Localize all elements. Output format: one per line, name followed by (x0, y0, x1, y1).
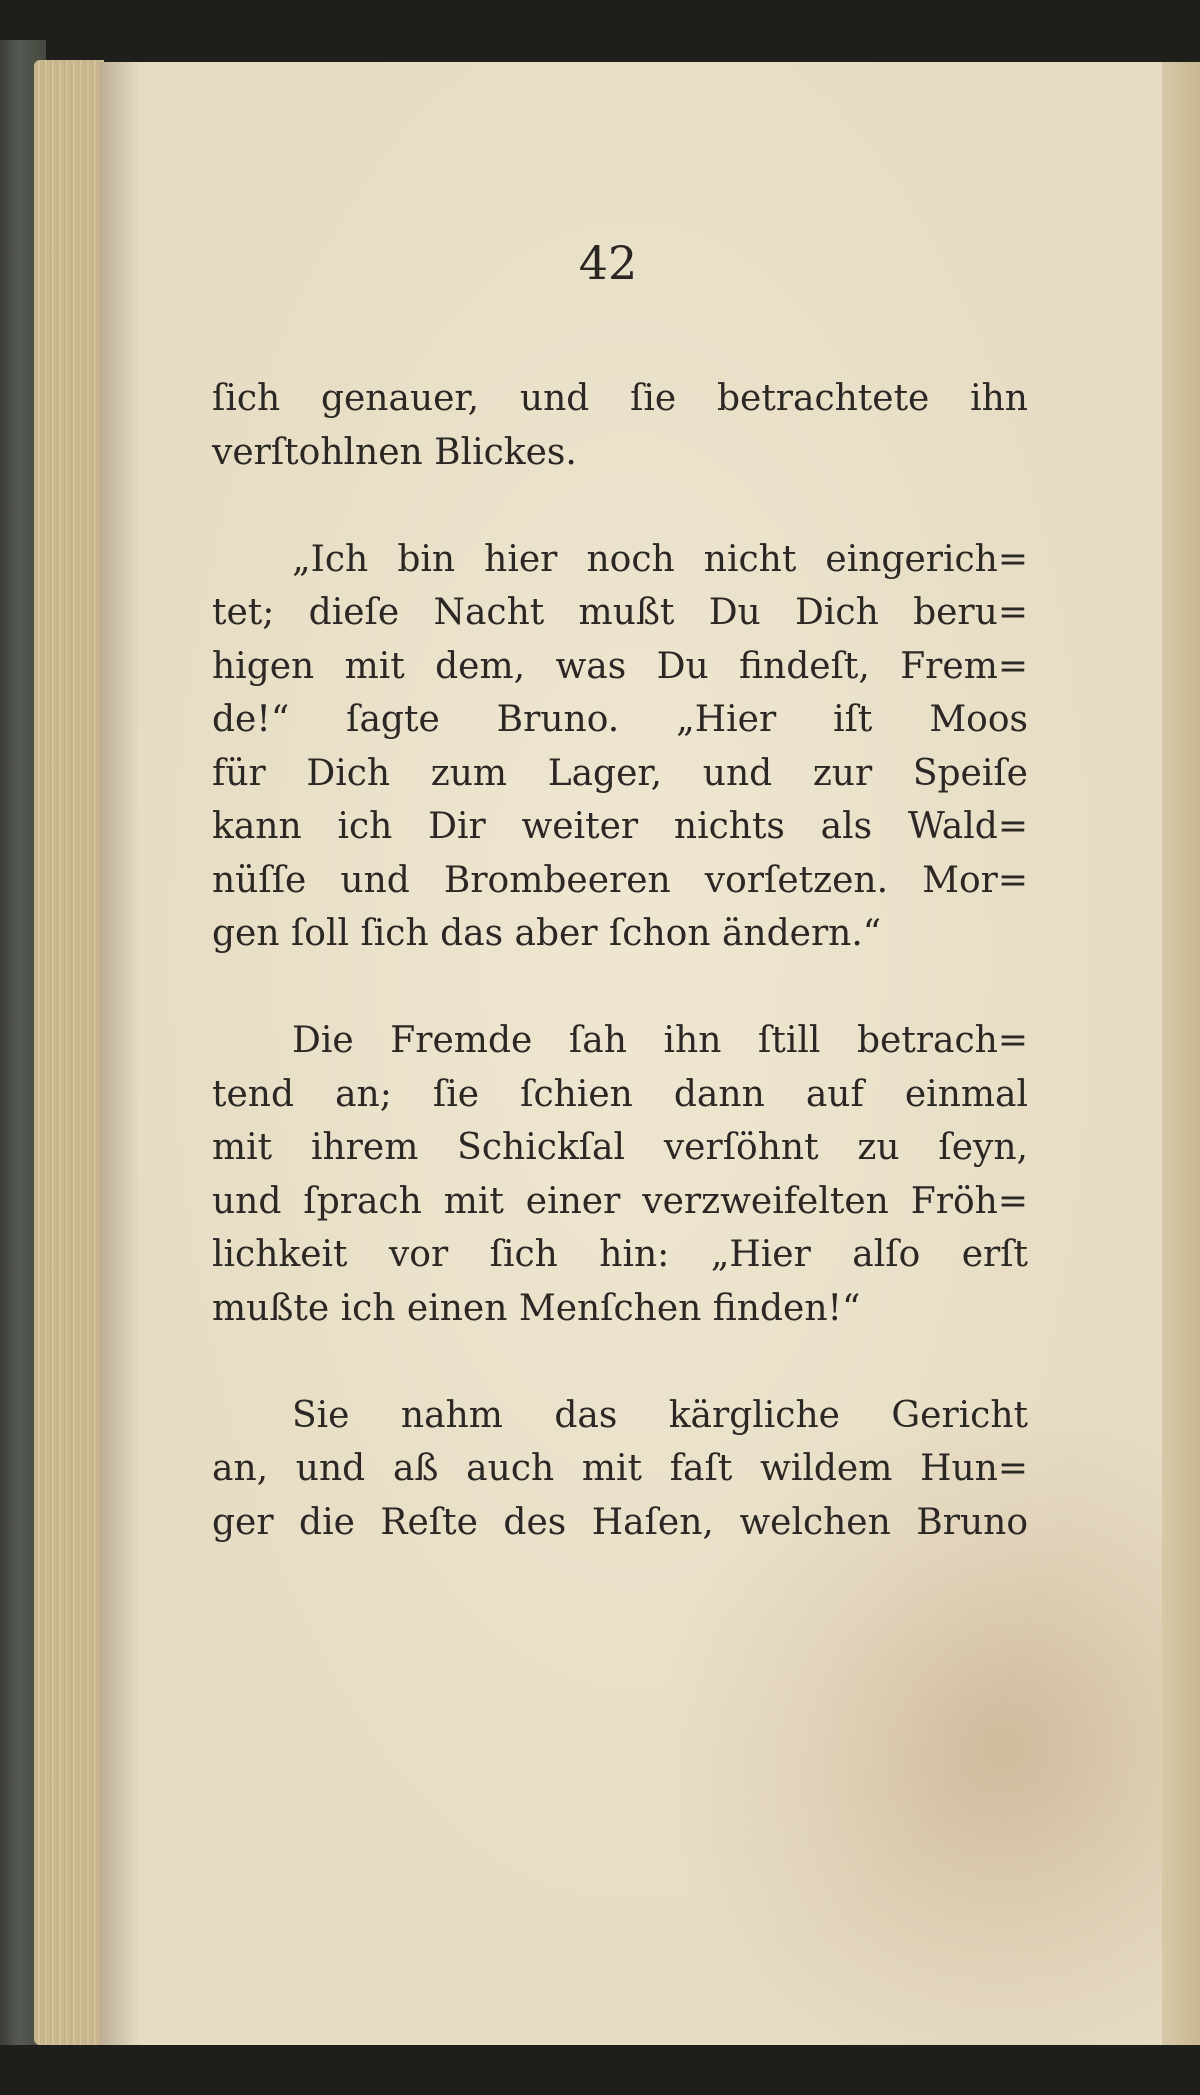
text-line: Die Fremde ſah ihn ſtill betrach= (292, 1020, 1028, 1061)
text-line: an, und aß auch mit faſt wildem Hun= (212, 1448, 1028, 1489)
text-line: kann ich Dir weiter nichts als Wald= (212, 806, 1028, 847)
text-line: „Ich bin hier noch nicht eingerich= (292, 538, 1028, 580)
text-line: mußte ich einen Menſchen finden!“ (212, 1287, 861, 1329)
scan-background-bottom (0, 2045, 1200, 2095)
body-text (212, 372, 1028, 1603)
text-line: lichkeit vor ſich hin: „Hier alſo erſt (212, 1234, 1028, 1275)
text-line: tet; dieſe Nacht mußt Du Dich beru= (212, 592, 1028, 633)
paragraph (212, 1389, 1028, 1550)
text-line: gen ſoll ſich das aber ſchon ändern.“ (212, 913, 882, 954)
paragraph (212, 372, 1028, 479)
text-line: nüſſe und Brombeeren vorſetzen. Mor= (212, 859, 1028, 901)
page-edges (34, 60, 104, 2045)
facing-page-edge (1162, 62, 1200, 2045)
text-line: de!“ ſagte Bruno. „Hier iſt Moos (212, 699, 1028, 740)
text-line: verſtohlnen Blickes. (212, 431, 577, 473)
text-line: und ſprach mit einer verzweifelten Fröh= (212, 1180, 1028, 1222)
text-line: ſich genauer, und ſie betrachtete ihn (212, 378, 1028, 419)
text-line: für Dich zum Lager, und zur Speiſe (212, 752, 1028, 794)
page-number: 42 (578, 236, 638, 290)
text-line: ger die Reſte des Haſen, welchen Bruno (212, 1501, 1028, 1543)
gutter-shadow (100, 62, 140, 2045)
paragraph (212, 533, 1028, 961)
text-line: Sie nahm das kärgliche Gericht (292, 1394, 1028, 1436)
text-line: mit ihrem Schickſal verſöhnt zu ſeyn, (212, 1127, 1028, 1168)
text-line: tend an; ſie ſchien dann auf einmal (212, 1073, 1028, 1115)
text-line: higen mit dem, was Du findeſt, Frem= (212, 645, 1028, 687)
scan-background-top (0, 0, 1200, 62)
paragraph (212, 1014, 1028, 1335)
